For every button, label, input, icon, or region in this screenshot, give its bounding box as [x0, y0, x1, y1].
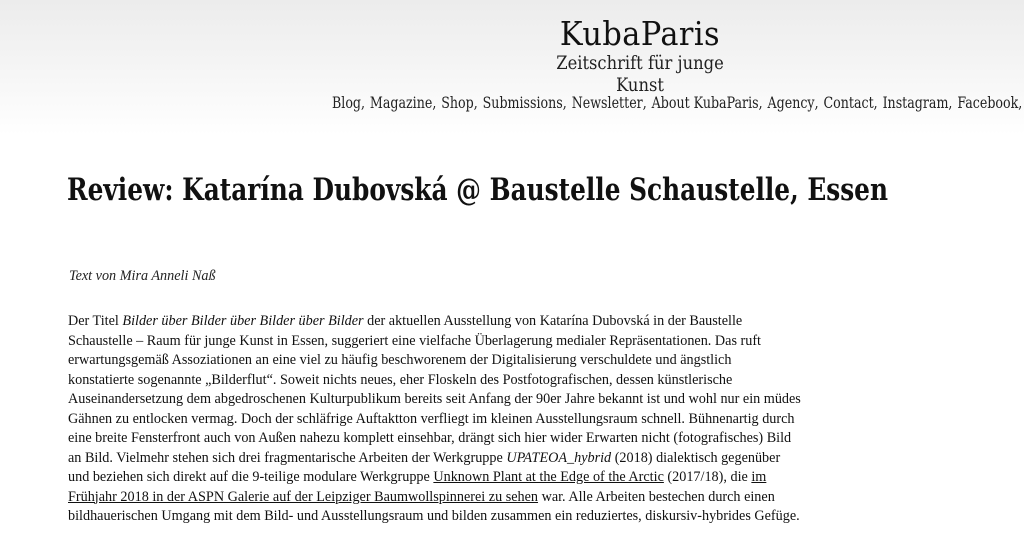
link-unknown-plant[interactable]: Unknown Plant at the Edge of the Arctic	[433, 469, 664, 485]
text-segment: und beziehen sich direkt auf die 9-teilige modulare Werkgruppe	[68, 469, 434, 485]
link-aspn-galerie[interactable]: Frühjahr 2018 in der ASPN Galerie auf der Leipziger Baumwollspinnerei zu sehen	[68, 488, 539, 505]
nav-item-contact[interactable]: Contact	[823, 94, 874, 112]
text-segment: war. Alle Arbeiten bestechen durch einen	[538, 488, 775, 505]
nav-item-agency[interactable]: Agency	[767, 94, 815, 112]
article-byline: Text von Mira Anneli Naß	[69, 268, 216, 284]
article-line: Schaustelle – Raum für junge Kunst in Essen, suggeriert eine vielfache Überlagerung medialer Repräsentationen. Das ruft	[68, 332, 761, 349]
site-tagline: Zeitschrift für junge Kunst	[556, 52, 724, 96]
nav-item-blog[interactable]: Blog	[332, 94, 362, 112]
text-segment: (2017/18), die	[663, 469, 752, 485]
nav-item-newsletter[interactable]: Newsletter	[571, 94, 643, 112]
article-line: Gähnen zu entlocken vermag. Doch der schläfrige Auftaktton verfliegt im kleinen Ausstellungsraum schnell. Bühnenartig durch	[68, 410, 795, 427]
nav-separator: ,	[814, 94, 819, 112]
site-title-link[interactable]: KubaParis	[559, 14, 721, 53]
text-segment: der aktuellen Ausstellung von Katarína Dubovská in der Baustelle	[363, 313, 743, 329]
nav-item-instagram[interactable]: Instagram	[882, 94, 949, 112]
nav-separator: ,	[873, 94, 878, 112]
article-line: erwartungsgemäß Assoziationen an eine viel zu häufig beschworenem der Digitalisierung verschuldete und ängstlich	[68, 352, 732, 368]
article-line: bildhauerischen Umgang mit dem Bild- und Ausstellungsraum und bilden zusammen ein reduziertes, diskursiv-hybrides Gefüge.	[68, 508, 800, 524]
article-body	[68, 312, 808, 527]
article-line	[68, 488, 808, 508]
article-title: Review: Katarína Dubovská @ Baustelle Schaustelle, Essen	[67, 172, 888, 208]
text-segment: an Bild. Vielmehr stehen sich drei fragmentarische Arbeiten der Werkgruppe	[68, 449, 507, 466]
nav-separator: ,	[642, 94, 647, 112]
nav-item-about[interactable]: About KubaParis	[651, 94, 759, 112]
nav-separator: ,	[562, 94, 567, 112]
nav-separator: ,	[473, 94, 478, 112]
article-line	[68, 312, 808, 332]
article-line	[68, 468, 808, 488]
article-line: Auseinandersetzung dem abgedroschenen Kulturpublikum bereits seit Anfang der 90er Jahre bekannt ist und wohl nur ein müdes	[68, 391, 801, 407]
nav-separator: ,	[432, 94, 437, 112]
work-title-italic: Bilder über Bilder über Bilder über Bilder	[122, 313, 364, 329]
text-segment: (2018) dialektisch gegenüber	[611, 449, 781, 466]
nav-item-submissions[interactable]: Submissions	[482, 94, 563, 112]
nav-separator: ,	[361, 94, 366, 112]
link-aspn-galerie[interactable]: im	[751, 469, 767, 485]
text-segment: Der Titel	[68, 313, 123, 329]
nav-separator: ,	[948, 94, 953, 112]
article-line: konstatierte sogenannte „Bilderflut“. Soweit nichts neues, eher Floskeln des Postfotografischen, dessen künstlerische	[68, 371, 733, 388]
work-title-italic: UPATEOA_hybrid	[506, 449, 612, 466]
article-line: eine breite Fensterfront auch von Außen nahezu komplett einsehbar, drängt sich hier wider Erwarten nicht (fotografisches) Bild	[68, 430, 792, 446]
nav-separator: ,	[1018, 94, 1023, 112]
site-header	[0, 0, 1024, 135]
nav-separator: ,	[758, 94, 763, 112]
article-line	[68, 449, 808, 469]
nav-item-facebook[interactable]: Facebook	[957, 94, 1019, 112]
nav-item-shop[interactable]: Shop	[441, 94, 474, 112]
site-branding	[520, 14, 760, 96]
nav-item-magazine[interactable]: Magazine	[369, 94, 433, 112]
main-navigation	[332, 91, 1023, 115]
